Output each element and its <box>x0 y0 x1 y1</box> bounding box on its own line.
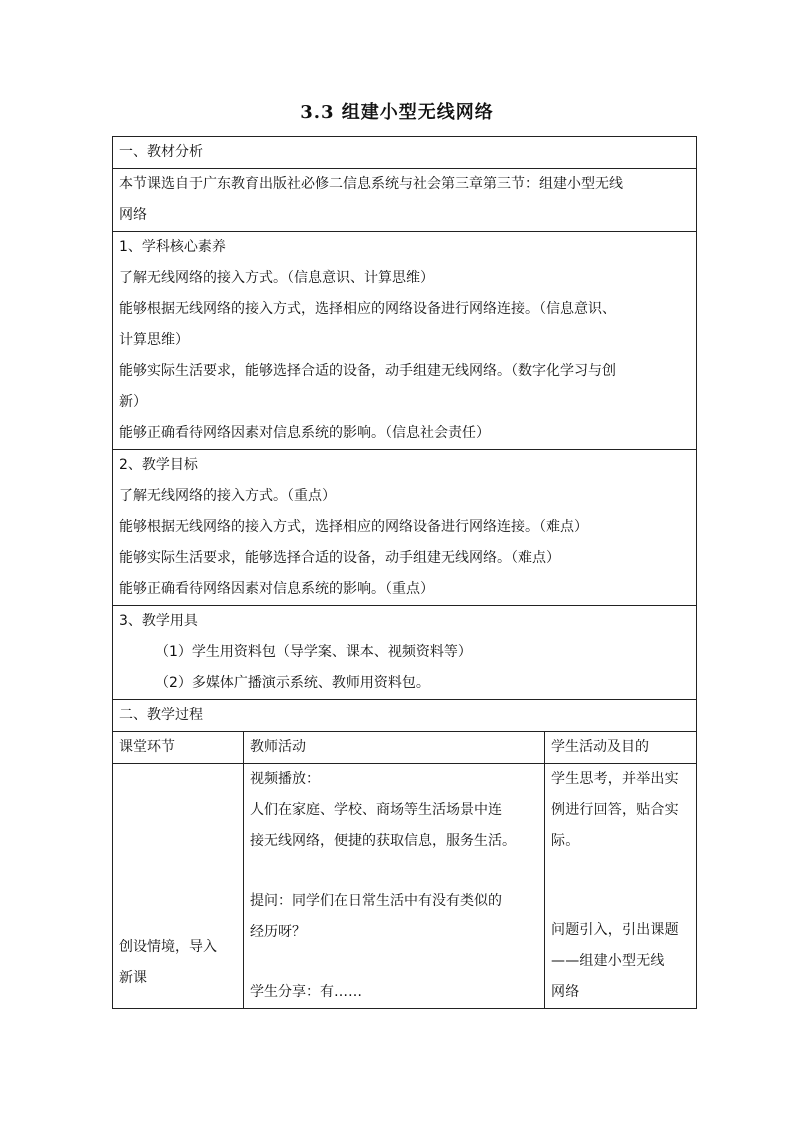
stage-line: 创设情境，导入 <box>119 939 217 955</box>
literacy-item: 新） <box>119 394 147 410</box>
goal-item: 能够正确看待网络因素对信息系统的影响。（重点） <box>119 581 434 597</box>
section-heading: 二、教学过程 <box>113 700 697 732</box>
teacher-line: 视频播放： <box>250 771 320 787</box>
literacy-section <box>113 232 697 450</box>
column-header-stage: 课堂环节 <box>113 732 244 764</box>
teacher-line: 人们在家庭、学校、商场等生活场景中连 <box>250 802 502 818</box>
student-line: 际。 <box>551 833 580 849</box>
section-heading: 1、学科核心素养 <box>119 239 226 255</box>
stage-line: 新课 <box>119 970 147 986</box>
literacy-item: 能够实际生活要求，能够选择合适的设备，动手组建无线网络。（数字化学习与创 <box>119 363 616 379</box>
goal-item: 能够根据无线网络的接入方式，选择相应的网络设备进行网络连接。（难点） <box>119 519 588 535</box>
blank-line <box>551 857 690 886</box>
section-heading: 一、教材分析 <box>113 137 697 169</box>
blank-line <box>551 886 690 915</box>
student-line: 例进行回答，贴合实 <box>551 802 679 818</box>
literacy-item: 能够正确看待网络因素对信息系统的影响。（信息社会责任） <box>119 425 490 441</box>
process-heading-row <box>113 700 697 732</box>
goal-item: 了解无线网络的接入方式。（重点） <box>119 488 336 504</box>
tool-item: （2）多媒体广播演示系统、教师用资料包。 <box>155 675 430 691</box>
blank-line <box>250 857 538 886</box>
tools-row <box>113 606 697 700</box>
page-title: 3.3 组建小型无线网络 <box>300 102 494 123</box>
teacher-line: 接无线网络，便捷的获取信息，服务生活。 <box>250 833 516 849</box>
blank-line <box>250 948 538 977</box>
student-line: 网络 <box>551 984 580 1000</box>
student-line: 问题引入，引出课题 <box>551 922 679 938</box>
literacy-item: 能够根据无线网络的接入方式，选择相应的网络设备进行网络连接。（信息意识、 <box>119 301 616 317</box>
goal-item: 能够实际生活要求，能够选择合适的设备，动手组建无线网络。（难点） <box>119 550 560 566</box>
text-line: 网络 <box>119 207 147 223</box>
literacy-item: 了解无线网络的接入方式。（信息意识、计算思维） <box>119 270 434 286</box>
process-header-row <box>113 732 697 764</box>
process-row <box>113 764 697 1009</box>
section-heading: 2、教学目标 <box>119 457 198 473</box>
analysis-heading-row <box>113 137 697 169</box>
literacy-row <box>113 232 697 450</box>
stage-cell <box>113 764 244 1009</box>
column-header-student: 学生活动及目的 <box>545 732 697 764</box>
column-header-teacher: 教师活动 <box>244 732 545 764</box>
analysis-text <box>113 169 697 232</box>
literacy-item: 计算思维） <box>119 332 189 348</box>
goals-section <box>113 450 697 606</box>
lesson-plan-table <box>112 136 697 1009</box>
analysis-text-row <box>113 169 697 232</box>
teacher-line: 提问：同学们在日常生活中有没有类似的 <box>250 893 502 909</box>
section-heading: 3、教学用具 <box>119 613 198 629</box>
goals-row <box>113 450 697 606</box>
teacher-activity-cell <box>244 764 545 1009</box>
student-line: ——组建小型无线 <box>551 953 665 969</box>
text-line: 本节课选自于广东教育出版社必修二信息系统与社会第三章第三节：组建小型无线 <box>119 176 623 192</box>
teacher-line: 学生分享：有…… <box>250 984 362 1000</box>
tool-item: （1）学生用资料包（导学案、课本、视频资料等） <box>155 644 472 660</box>
student-line: 学生思考，并举出实 <box>551 771 679 787</box>
student-activity-cell <box>545 764 697 1009</box>
teacher-line: 经历呀？ <box>250 924 306 940</box>
tools-section <box>113 606 697 700</box>
